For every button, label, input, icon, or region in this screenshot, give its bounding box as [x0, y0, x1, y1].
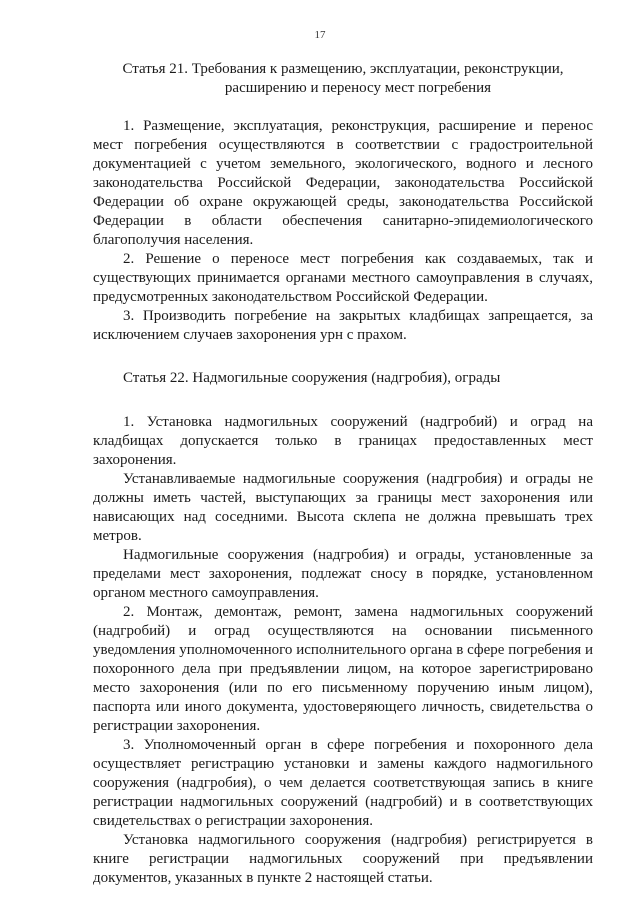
page-number: 17 — [314, 29, 326, 41]
article-22-paragraph-3: Надмогильные сооружения (надгробия) и ограды, установленные за пределами мест захоронения, подлежат сносу в порядке, установленном органом местного самоуправления. — [93, 547, 593, 601]
article-21-title-line-1: Статья 21. Требования к размещению, эксплуатации, реконструкции, — [122, 61, 564, 77]
article-22-title: Статья 22. Надмогильные сооружения (надгробия), ограды — [123, 370, 501, 386]
article-21-paragraph-2: 2. Решение о переносе мест погребения как создаваемых, так и существующих принимается органами местного самоуправления в случаях, предусмотренных законодательством Российской Федерации. — [93, 251, 593, 305]
article-21-paragraph-1: 1. Размещение, эксплуатация, реконструкция, расширение и перенос мест погребения осуществляются в соответствии с градостроительной документацией с учетом земельного, экологического, водного и лесного законодательства Российской Федерации, законодательства Российской Федерации об охране окружающей среды, законодательства Российской Федерации в области обеспечения санитарно-эпидемиологического благополучия населения. — [93, 118, 593, 248]
article-21-title-line-2: расширению и переносу мест погребения — [224, 80, 492, 96]
article-21-title — [93, 60, 593, 98]
article-22-paragraph-2: Устанавливаемые надмогильные сооружения (надгробия) и ограды не должны иметь частей, выступающих за границы мест захоронения или нависающих над соседними. Высота склепа не должна превышать трех метров. — [93, 471, 593, 544]
document-body — [93, 60, 593, 888]
article-22-paragraph-5: 3. Уполномоченный орган в сфере погребения и похоронного дела осуществляет регистрацию установки и замены каждого надмогильного сооружения (надгробия), о чем делается соответствующая запись в книге регистрации надмогильных сооружений (надгробий) и в соответствующих свидетельствах о регистрации захоронения. — [93, 737, 593, 829]
article-22-paragraph-1: 1. Установка надмогильных сооружений (надгробий) и оград на кладбищах допускается только в границах предоставленных мест захоронения. — [93, 414, 593, 468]
article-21-paragraph-3: 3. Производить погребение на закрытых кладбищах запрещается, за исключением случаев захоронения урн с прахом. — [93, 308, 593, 343]
article-22-paragraph-6: Установка надмогильного сооружения (надгробия) регистрируется в книге регистрации надмогильных сооружений при предъявлении документов, указанных в пункте 2 настоящей статьи. — [93, 832, 593, 886]
article-22-paragraph-4: 2. Монтаж, демонтаж, ремонт, замена надмогильных сооружений (надгробий) и оград осуществляются на основании письменного уведомления уполномоченного исполнительного органа в сфере погребения и похоронного дела при предъявлении лицом, на которое зарегистрировано место захоронения (или по его письменному поручению иным лицом), паспорта или иного документа, удостоверяющего личность, свидетельства о регистрации захоронения. — [93, 604, 593, 734]
